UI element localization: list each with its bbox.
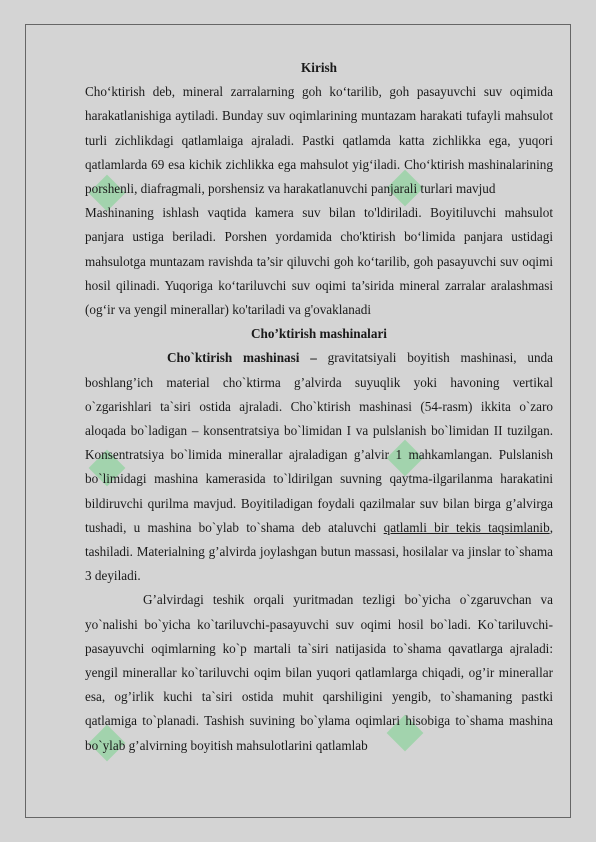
paragraph-1: Cho‘ktirish deb, mineral zarralarning goh ko‘tarilib, goh pasayuvchi suv oqimida harakatlanishiga aytiladi. Bunday suv oqimlarining muntazam harakati tufayli mahsulot turli zichlikdagi qatlamlaiga ajraladi. Pastki qatlamda katta zichlikka ega, yuqori qatlamlarda 69 esa kichik zichlikka ega mahsulot yig‘iladi. Cho‘ktirish mashinalarining porshenli, diafragmali, porshensiz va harakatlanuvchi panjarali turlari mavjud: [85, 84, 553, 196]
paragraph-2: Mashinaning ishlash vaqtida kamera suv bilan to'ldiriladi. Boyitiluvchi mahsulot panjara ustiga beriladi. Porshen yordamida cho'ktirish bo‘limida panjara ustidagi mahsulotga muntazam ravishda ta’sir qiluvchi goh ko‘tarilib, goh pasayuvchi suv oqimi hosil qilinadi. Yuqoriga ko‘tariluvchi suv oqimi ta’sirida mineral zarralar aralashmasi (og‘ir va yengil minerallar) ko'tariladi va g'ovaklanadi: [85, 205, 553, 318]
paragraph-3-text-b: , tashiladi. Materialning g’alvirda joylashgan butun massasi, hosilalar va jinslar to`shama 3 deyiladi.: [85, 519, 553, 584]
heading-machines: Cho’ktirish mashinalari: [251, 326, 387, 342]
document-body: [85, 56, 553, 758]
heading-intro: Kirish: [301, 60, 337, 75]
term-dash: –: [299, 350, 328, 366]
paragraph-3: [85, 346, 553, 588]
underlined-phrase: qatlamli bir tekis taqsimlanib: [383, 519, 550, 535]
paragraph-4: G’alvirdagi teshik orqali yuritmadan tezligi bo`yicha o`zgaruvchan va yo`nalishi bo`yicha ko`tariluvchi-pasayuvchi suv oqimi hosil bo`ladi. Ko`tariluvchi-pasayuvchi oqimlarning ko`p martali ta`siri natijasida to`shama qavatlarga ajraladi: yengil minerallar ko`tariluvchi oqim bilan yuqori qatlamlarga chiqadi, og’ir minerallar esa, og’irlik kuchi ta`siri ostida muhit qarshiligini yengib, to`shamaning pastki qatlamiga to`planadi. Tashish suvining bo`ylama oqimlari hisobiga to`shama mashina bo`ylab g’alvirning boyitish mahsulotlarini qatlamlab: [85, 592, 553, 753]
paragraph-3-text-a: gravitatsiyali boyitish mashinasi, unda boshlang’ich material cho`ktirma g’alvirda suyuqlik yoki havoning vertikal o`zgarishlari ta`siri ostida ajraladi. Cho`ktirish mashinasi (54-rasm) ikkita o`zaro aloqada bo`ladigan – konsentratsiya bo`limidan I va pulslanish bo`limidan II tuzilgan. Konsentratsiya bo`limida minerallar ajraladigan g’alvir 1 mahkamlangan. Pulslanish bo`limidagi mashina kamerasida to`ldirilgan suvning qaytma-ilgarilanma harakatini bildiruvchi qurilma mavjud. Boyitiladigan foydali qazilmalar suv bilan birga g’alvirga tushadi, u mashina bo`ylab to`shama deb ataluvchi: [85, 350, 553, 535]
term-label: Cho`ktirish mashinasi: [167, 350, 300, 366]
